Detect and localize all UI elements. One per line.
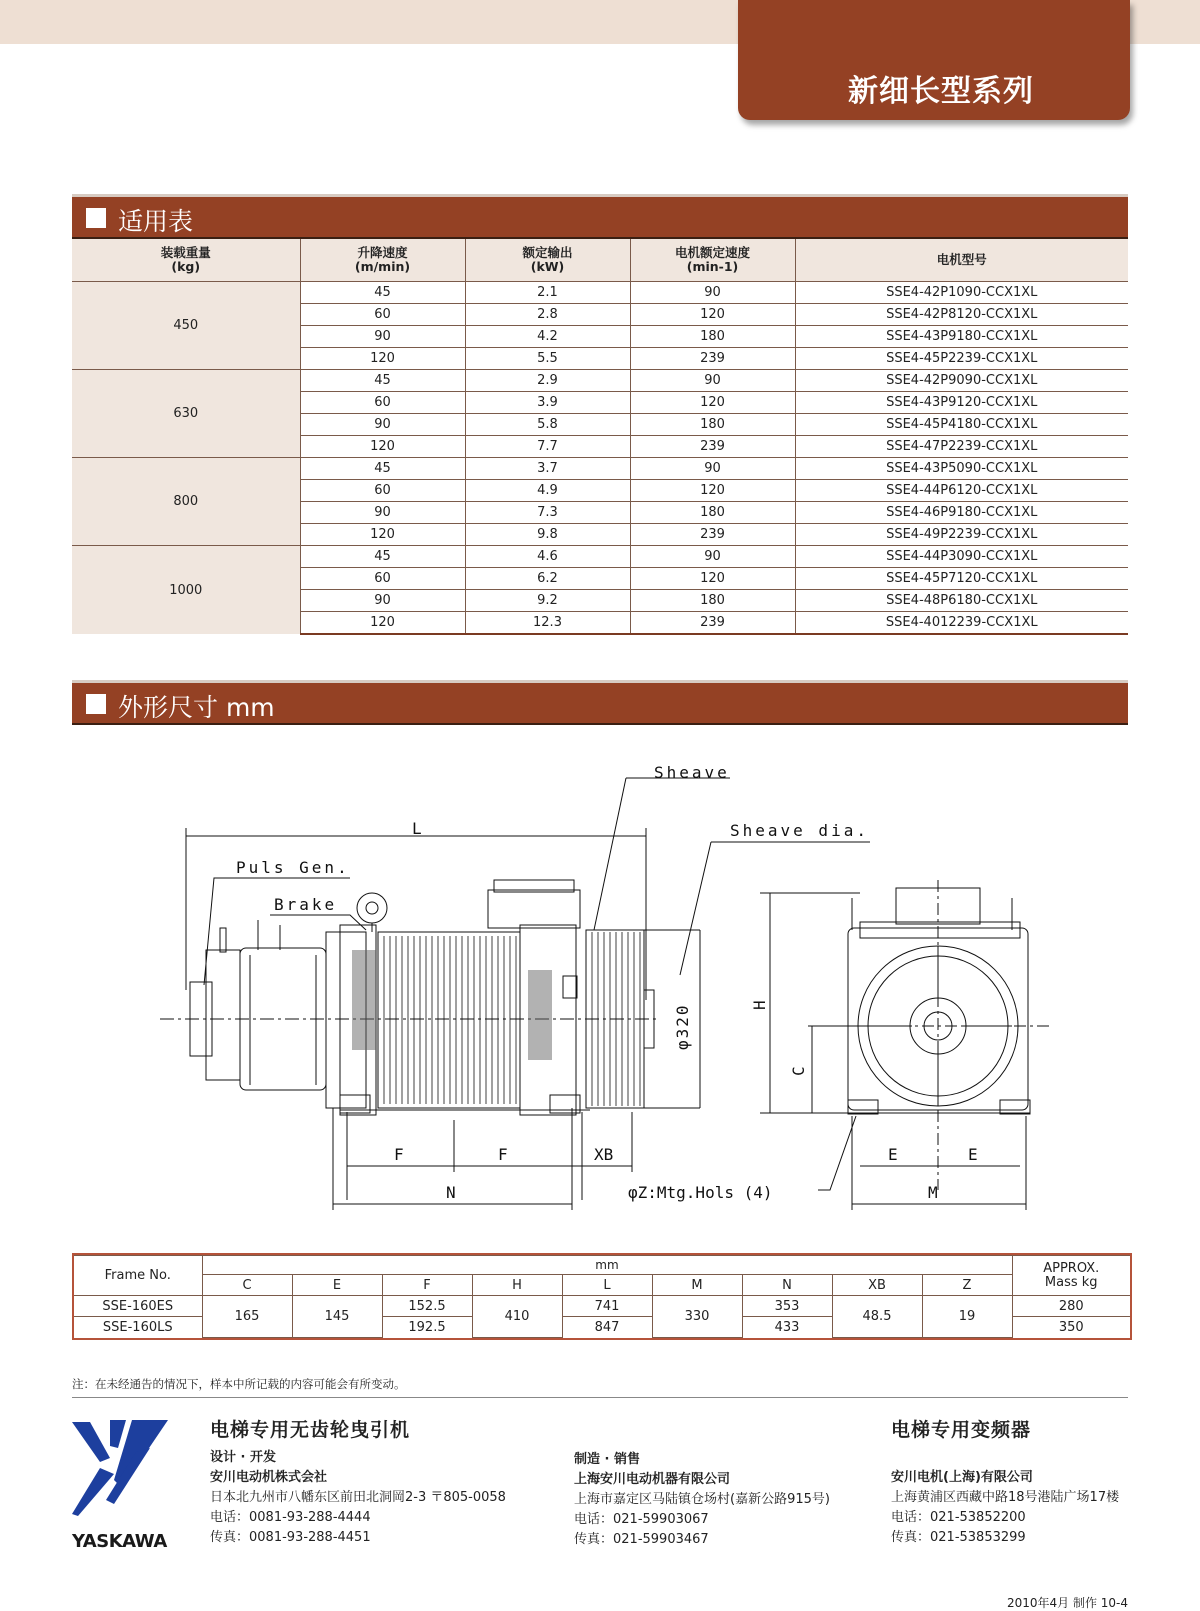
design-fax: 传真：0081-93-288-4451	[210, 1530, 371, 1545]
cell-speed: 45	[300, 370, 465, 392]
col-header-M: M	[652, 1275, 742, 1296]
cell-speed: 60	[300, 392, 465, 414]
cell-motor-speed: 180	[630, 590, 795, 612]
frame-no: SSE-160LS	[74, 1317, 202, 1338]
cell-output: 4.2	[465, 326, 630, 348]
table-row	[72, 282, 1128, 304]
cell-speed: 120	[300, 348, 465, 370]
cell-Z: 19	[922, 1296, 1012, 1338]
cell-C: 165	[202, 1296, 292, 1338]
cell-load: 450	[72, 282, 300, 370]
cell-motor-model: SSE4-42P9090-CCX1XL	[795, 370, 1128, 392]
label-F1: F	[394, 1145, 404, 1164]
cell-output: 9.8	[465, 524, 630, 546]
design-company: 安川电动机株式会社	[210, 1470, 328, 1485]
label-puls-gen: Puls Gen.	[236, 858, 350, 877]
cell-motor-model: SSE4-46P9180-CCX1XL	[795, 502, 1128, 524]
cell-motor-model: SSE4-4012239-CCX1XL	[795, 612, 1128, 635]
col-header-L: L	[562, 1275, 652, 1296]
cell-N: 353	[742, 1296, 832, 1317]
col-header-output: 额定输出 (kW)	[465, 239, 630, 282]
inverter-tel: 电话：021-53852200	[891, 1510, 1026, 1525]
cell-speed: 60	[300, 304, 465, 326]
cell-M: 330	[652, 1296, 742, 1338]
series-tab	[738, 0, 1130, 120]
section-title: 适用表	[118, 207, 194, 236]
col-header-motor-model: 电机型号	[795, 239, 1128, 282]
manuf-tel: 电话：021-59903067	[574, 1512, 709, 1527]
cell-motor-model: SSE4-44P6120-CCX1XL	[795, 480, 1128, 502]
cell-motor-speed: 180	[630, 326, 795, 348]
manuf-address: 上海市嘉定区马陆镇仓场村(嘉新公路915号)	[574, 1492, 830, 1507]
inverter-fax: 传真：021-53853299	[891, 1530, 1026, 1545]
cell-H: 410	[472, 1296, 562, 1338]
manuf-fax: 传真：021-59903467	[574, 1532, 709, 1547]
cell-motor-speed: 90	[630, 458, 795, 480]
cell-L: 741	[562, 1296, 652, 1317]
design-address: 日本北九州市八幡东区前田北洞岡2-3 〒805-0058	[210, 1490, 506, 1505]
cell-motor-model: SSE4-44P3090-CCX1XL	[795, 546, 1128, 568]
cell-motor-speed: 120	[630, 568, 795, 590]
cell-mass: 280	[1012, 1296, 1130, 1317]
cell-N: 433	[742, 1317, 832, 1338]
label-L: L	[412, 819, 422, 838]
cell-motor-model: SSE4-42P8120-CCX1XL	[795, 304, 1128, 326]
brand-name: YASKAWA	[72, 1531, 167, 1552]
cell-motor-speed: 239	[630, 436, 795, 458]
cell-F: 152.5	[382, 1296, 472, 1317]
cell-output: 9.2	[465, 590, 630, 612]
cell-motor-speed: 180	[630, 414, 795, 436]
footer-design	[210, 1420, 506, 1548]
cell-mass: 350	[1012, 1317, 1130, 1338]
cell-motor-speed: 90	[630, 546, 795, 568]
col-header-load: 装载重量 (kg)	[72, 239, 300, 282]
cell-output: 7.3	[465, 502, 630, 524]
cell-output: 5.5	[465, 348, 630, 370]
cell-speed: 60	[300, 480, 465, 502]
manuf-company: 上海安川电动机器有限公司	[574, 1472, 731, 1487]
cell-motor-model: SSE4-47P2239-CCX1XL	[795, 436, 1128, 458]
section-header-dimensions	[72, 680, 1128, 725]
cell-output: 4.9	[465, 480, 630, 502]
cell-load: 630	[72, 370, 300, 458]
dimension-table	[74, 1255, 1130, 1338]
cell-speed: 45	[300, 458, 465, 480]
cell-speed: 90	[300, 502, 465, 524]
col-header-motor-speed: 电机额定速度 (min-1)	[630, 239, 795, 282]
cell-motor-model: SSE4-45P2239-CCX1XL	[795, 348, 1128, 370]
manuf-label: 制造 · 销售	[574, 1452, 640, 1467]
col-header-F: F	[382, 1275, 472, 1296]
cell-E: 145	[292, 1296, 382, 1338]
cell-motor-model: SSE4-45P7120-CCX1XL	[795, 568, 1128, 590]
cell-motor-speed: 239	[630, 524, 795, 546]
footer-manufacture	[574, 1450, 830, 1550]
cell-output: 7.7	[465, 436, 630, 458]
col-header-C: C	[202, 1275, 292, 1296]
cell-motor-model: SSE4-48P6180-CCX1XL	[795, 590, 1128, 612]
cell-F: 192.5	[382, 1317, 472, 1338]
series-title: 新细长型系列	[848, 74, 1034, 109]
divider	[72, 1397, 1128, 1398]
label-N: N	[446, 1183, 456, 1202]
col-header-E: E	[292, 1275, 382, 1296]
square-bullet-icon	[86, 694, 106, 714]
cell-motor-model: SSE4-43P5090-CCX1XL	[795, 458, 1128, 480]
table-row	[72, 458, 1128, 480]
cell-motor-model: SSE4-43P9180-CCX1XL	[795, 326, 1128, 348]
cell-motor-speed: 90	[630, 370, 795, 392]
label-brake: Brake	[274, 895, 338, 914]
cell-XB: 48.5	[832, 1296, 922, 1338]
table-header-row	[72, 239, 1128, 282]
label-M: M	[928, 1183, 938, 1202]
col-header-speed: 升降速度 (m/min)	[300, 239, 465, 282]
table-row	[72, 546, 1128, 568]
cell-output: 5.8	[465, 414, 630, 436]
frame-no-header: Frame No.	[74, 1256, 202, 1296]
cell-speed: 120	[300, 612, 465, 635]
cell-motor-model: SSE4-45P4180-CCX1XL	[795, 414, 1128, 436]
footer-right-title: 电梯专用变频器	[891, 1419, 1032, 1441]
footer-left-title: 电梯专用无齿轮曳引机	[210, 1419, 411, 1441]
cell-motor-speed: 180	[630, 502, 795, 524]
label-XB: XB	[594, 1145, 614, 1164]
design-tel: 电话：0081-93-288-4444	[210, 1510, 371, 1525]
cell-output: 12.3	[465, 612, 630, 635]
cell-L: 847	[562, 1317, 652, 1338]
cell-motor-speed: 120	[630, 392, 795, 414]
application-table	[72, 239, 1128, 635]
cell-speed: 60	[300, 568, 465, 590]
footer-inverter	[891, 1420, 1119, 1548]
disclaimer-note: 注：在未经通告的情况下，样本中所记载的内容可能会有所变动。	[72, 1377, 406, 1391]
cell-speed: 120	[300, 436, 465, 458]
cell-speed: 90	[300, 590, 465, 612]
frame-no: SSE-160ES	[74, 1296, 202, 1317]
yaskawa-logo	[70, 1418, 170, 1518]
cell-motor-speed: 239	[630, 348, 795, 370]
cell-motor-speed: 120	[630, 480, 795, 502]
cell-load: 800	[72, 458, 300, 546]
col-header-H: H	[472, 1275, 562, 1296]
square-bullet-icon	[86, 208, 106, 228]
label-C: C	[789, 1066, 808, 1076]
cell-motor-model: SSE4-42P1090-CCX1XL	[795, 282, 1128, 304]
table-row	[72, 370, 1128, 392]
cell-output: 2.1	[465, 282, 630, 304]
section-title: 外形尺寸 mm	[118, 693, 275, 722]
col-header-XB: XB	[832, 1275, 922, 1296]
design-label: 设计 · 开发	[210, 1450, 276, 1465]
cell-speed: 90	[300, 414, 465, 436]
label-sheave: Sheave	[654, 763, 730, 782]
col-header-Z: Z	[922, 1275, 1012, 1296]
label-mtg-holes: φZ:Mtg.Hols (4)	[628, 1183, 773, 1202]
cell-output: 2.8	[465, 304, 630, 326]
label-E1: E	[888, 1145, 898, 1164]
section-header-application	[72, 194, 1128, 239]
cell-motor-model: SSE4-43P9120-CCX1XL	[795, 392, 1128, 414]
cell-speed: 45	[300, 546, 465, 568]
cell-output: 6.2	[465, 568, 630, 590]
inverter-company: 安川电机(上海)有限公司	[891, 1470, 1033, 1485]
cell-motor-speed: 120	[630, 304, 795, 326]
cell-load: 1000	[72, 546, 300, 635]
dimension-drawing	[0, 740, 1200, 1220]
label-phi320: φ320	[673, 1003, 692, 1050]
cell-output: 3.9	[465, 392, 630, 414]
cell-motor-model: SSE4-49P2239-CCX1XL	[795, 524, 1128, 546]
cell-speed: 90	[300, 326, 465, 348]
cell-speed: 120	[300, 524, 465, 546]
unit-header: mm	[202, 1256, 1012, 1275]
dimension-table-frame	[72, 1253, 1132, 1340]
cell-output: 4.6	[465, 546, 630, 568]
cell-output: 2.9	[465, 370, 630, 392]
label-F2: F	[498, 1145, 508, 1164]
mass-header: APPROX. Mass kg	[1012, 1256, 1130, 1296]
col-header-N: N	[742, 1275, 832, 1296]
label-sheave-dia: Sheave dia.	[730, 821, 869, 840]
cell-motor-speed: 90	[630, 282, 795, 304]
cell-motor-speed: 239	[630, 612, 795, 635]
page-number: 2010年4月 制作 10-4	[1006, 1596, 1128, 1610]
table-row	[74, 1296, 1130, 1317]
inverter-address: 上海黄浦区西藏中路18号港陆广场17楼	[891, 1490, 1120, 1505]
label-E2: E	[968, 1145, 978, 1164]
cell-output: 3.7	[465, 458, 630, 480]
cell-speed: 45	[300, 282, 465, 304]
label-H: H	[750, 1000, 769, 1010]
